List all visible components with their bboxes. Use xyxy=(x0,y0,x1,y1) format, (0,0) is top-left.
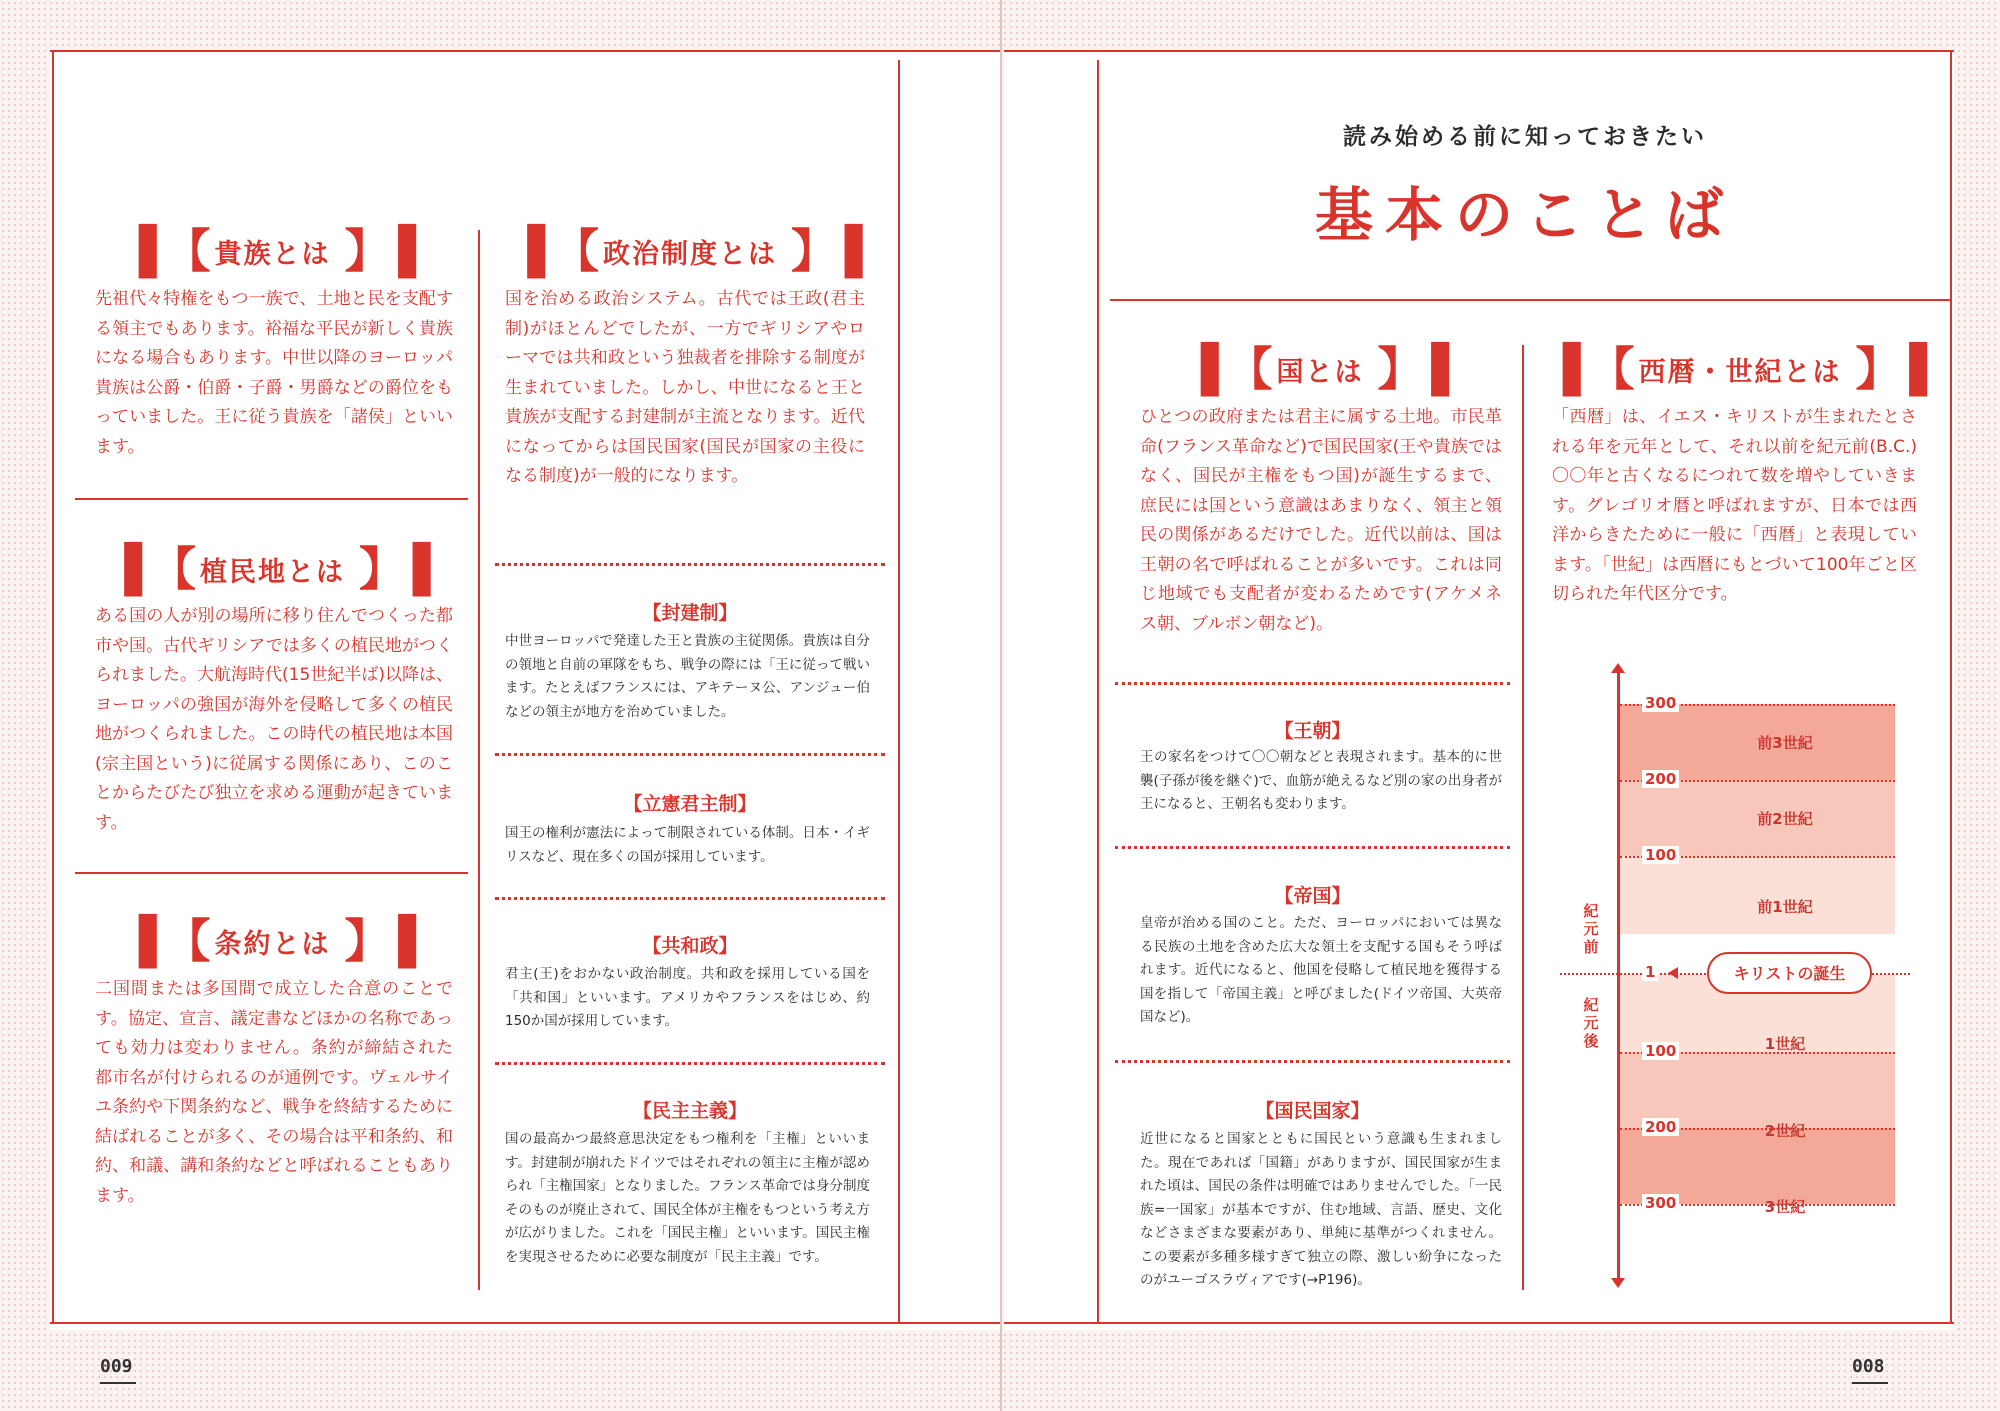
term-divider xyxy=(495,563,885,566)
term-body-constitutional-monarchy: 国王の権利が憲法によって制限されている体制。日本・イギリスなど、現在多くの国が採用しています。 xyxy=(505,825,870,865)
close-bracket: 】▐ xyxy=(1855,342,1917,396)
term-body-feudalism: 中世ヨーロッパで発達した王と貴族の主従関係。貴族は自分の領地と自前の軍隊をもち、戦争の際には「王に従って戦います。たとえばフランスには、アキテーヌ公、アンジュー伯などの領主が地方を治めていました。 xyxy=(505,633,870,720)
section-heading-political-system xyxy=(500,225,880,277)
band-label: 前1世紀 xyxy=(1757,898,1813,916)
open-bracket: ▌【 xyxy=(124,542,186,596)
section-heading-country xyxy=(1130,343,1510,395)
calendar-timeline xyxy=(1560,660,1940,1290)
term-body-dynasty: 王の家名をつけて〇〇朝などと表現されます。基本的に世襲(子孫が後を継ぐ)で、血筋が絶えるなど別の家の出身者が王になると、王朝名も変わります。 xyxy=(1140,749,1502,812)
section-heading-aristocracy xyxy=(95,225,450,277)
term-body-republic: 君主(王)をおかない政治制度。共和政を採用している国を「共和国」といいます。アメリカやフランスをはじめ、約150か国が採用しています。 xyxy=(505,966,870,1029)
page-number-left: 009 xyxy=(100,1356,133,1377)
section-heading-treaty xyxy=(95,915,450,967)
open-bracket: ▌【 xyxy=(139,914,201,968)
left-section-divider-1 xyxy=(75,498,468,500)
section-title: 貴族とは xyxy=(214,238,331,270)
axis-arrow-bottom xyxy=(1611,1278,1625,1288)
birth-arrow xyxy=(1668,967,1678,979)
section-heading-calendar xyxy=(1540,343,1940,395)
left-column-divider xyxy=(478,230,480,1290)
section-body-country: ひとつの政府または君主に属する土地。市民革命(フランス革命など)で国民国家(王や貴族ではなく、国民が主権をもつ国)が誕生するまで、庶民には国という意識はあまりなく、領主と領民の関係があるだけでした。近代以前は、国は王朝の名で呼ばれることが多いです。これは同じ地域でも支配者が変わるためです(アケメネス朝、ブルボン朝など)。 xyxy=(1140,407,1502,634)
term-divider xyxy=(495,897,885,900)
page-number-underline xyxy=(1852,1382,1888,1384)
ad-label: 紀元後 xyxy=(1583,996,1599,1050)
term-divider xyxy=(1115,1060,1510,1063)
right-bottom-rule xyxy=(1004,1322,1954,1324)
right-top-rule xyxy=(1004,50,1954,52)
section-title: 条約とは xyxy=(214,928,331,960)
header-bottom-rule xyxy=(1110,299,1952,301)
left-inner-rule xyxy=(898,60,900,1322)
tick-label: 200 xyxy=(1642,1118,1679,1136)
band-ad2 xyxy=(1620,1052,1895,1128)
open-bracket: ▌【 xyxy=(1201,342,1263,396)
term-body-democracy: 国の最高かつ最終意思決定をもつ権利を「主権」といいます。封建制が崩れたドイツではそれぞれの領主に主権が認められ「主権国家」となりました。フランス革命では身分制度そのものが廃止されて、国民全体が主権をもつという考え方が広がりました。これを「国民主権」といいます。国民主権を実現させるために必要な制度が「民主主義」です。 xyxy=(505,1131,870,1265)
band-label: 2世紀 xyxy=(1764,1122,1806,1140)
open-bracket: ▌【 xyxy=(1563,342,1625,396)
term-divider xyxy=(1115,682,1510,685)
term-body-nation-state: 近世になると国家とともに国民という意識も生まれました。現在であれば「国籍」がありますが、国民国家が生まれた頃は、国民の条件は明確ではありませんでした。「一民族=一国家」が基本ですが、住む地域、言語、歴史、文化などさまざまな要素があり、単純に基準がつくれません。この要素が多種多様すぎて独立の際、激しい紛争になったのがユーゴスラヴィアです(→P196)。 xyxy=(1140,1131,1502,1288)
term-title-feudalism: 【封建制】 xyxy=(642,602,738,624)
right-inner-rule xyxy=(1097,60,1099,1322)
tick-label: 100 xyxy=(1642,846,1679,864)
section-title: 政治制度とは xyxy=(603,238,777,270)
term-title-nation-state: 【国民国家】 xyxy=(1255,1100,1370,1122)
page-number-right: 008 xyxy=(1852,1356,1885,1377)
term-body-empire: 皇帝が治める国のこと。ただ、ヨーロッパにおいては異なる民族の土地を含めた広大な領土を支配する国もそう呼ばれます。近代になると、他国を侵略して植民地を獲得する国を指して「帝国主義」と呼びました(ドイツ帝国、大英帝国など)。 xyxy=(1140,915,1502,1025)
close-bracket: 】▐ xyxy=(344,914,406,968)
tick-label: 100 xyxy=(1642,1042,1679,1060)
term-divider xyxy=(1115,846,1510,849)
band-label: 前3世紀 xyxy=(1757,734,1813,752)
section-body-political-system: 国を治める政治システム。古代では王政(君主制)がほとんどでしたが、一方でギリシアやローマでは共和政という独裁者を排除する制度が生まれていました。しかし、中世になると王と貴族が支配する封建制が主流となります。近代になってからは国民国家(国民が国家の主役になる制度)が一般的になります。 xyxy=(505,289,865,486)
page-title: 基本のことば xyxy=(1314,181,1735,249)
section-body-calendar: 「西暦」は、イエス・キリストが生まれたとされる年を元年として、それ以前を紀元前(B.C.)〇〇年と古くなるにつれて数を増やしていきます。グレゴリオ暦と呼ばれますが、日本では西洋からきたために一般に「西暦」と表現しています。「世紀」は西暦にもとづいて100年ごと区切られた年代区分です。 xyxy=(1552,407,1917,604)
term-divider xyxy=(495,753,885,756)
term-title-republic: 【共和政】 xyxy=(642,935,738,957)
band-label: 1世紀 xyxy=(1764,1035,1806,1053)
section-title: 植民地とは xyxy=(200,556,345,588)
header-box-right-edge xyxy=(1950,60,1952,300)
header-subtitle: 読み始める前に知っておきたい xyxy=(1343,124,1707,150)
bc-label: 紀元前 xyxy=(1583,902,1599,956)
tick-label: 200 xyxy=(1642,770,1679,788)
axis-arrow-top xyxy=(1611,663,1625,673)
section-heading-colony xyxy=(95,543,450,595)
term-title-constitutional-monarchy: 【立憲君主制】 xyxy=(623,793,757,815)
left-outer-rule xyxy=(52,50,54,1322)
page-number-underline xyxy=(100,1382,136,1384)
section-body-colony: ある国の人が別の場所に移り住んでつくった都市や国。古代ギリシアでは多くの植民地がつくられました。大航海時代(15世紀半ば)以降は、ヨーロッパの強国が海外を侵略して多くの植民地がつくられました。この時代の植民地は本国(宗主国という)に従属する関係にあり、このことからたびたび独立を求める運動が起きています。 xyxy=(95,606,453,833)
section-body-aristocracy: 先祖代々特権をもつ一族で、土地と民を支配する領主でもあります。裕福な平民が新しく貴族になる場合もあります。中世以降のヨーロッパ貴族は公爵・伯爵・子爵・男爵などの爵位をもっていました。王に従う貴族を「諸侯」といいます。 xyxy=(95,289,453,457)
birth-pill xyxy=(1707,952,1872,994)
timeline-axis xyxy=(1617,670,1620,1280)
birth-label: キリストの誕生 xyxy=(1733,964,1846,983)
left-top-rule xyxy=(50,50,1000,52)
right-column-divider xyxy=(1522,345,1524,1290)
close-bracket: 】▐ xyxy=(1377,342,1439,396)
open-bracket: ▌【 xyxy=(139,224,201,278)
section-body-treaty: 二国間または多国間で成立した合意のことです。協定、宣言、議定書などほかの名称であっても効力は変わりません。条約が締結された都市名が付けられるのが通例です。ヴェルサイユ条約や下関条約など、戦争を終結するために結ばれることが多く、その場合は平和条約、和約、和議、講和条約などと呼ばれることもあります。 xyxy=(95,979,453,1206)
close-bracket: 】▐ xyxy=(344,224,406,278)
close-bracket: 】▐ xyxy=(791,224,853,278)
term-title-empire: 【帝国】 xyxy=(1274,885,1351,907)
band-label: 3世紀 xyxy=(1764,1198,1806,1216)
band-bc1 xyxy=(1620,856,1895,934)
term-divider xyxy=(495,1062,885,1065)
section-title: 西暦・世紀とは xyxy=(1638,356,1842,388)
tick-label: 300 xyxy=(1642,694,1679,712)
section-title: 国とは xyxy=(1276,356,1364,388)
band-label: 前2世紀 xyxy=(1757,810,1813,828)
close-bracket: 】▐ xyxy=(359,542,421,596)
open-bracket: ▌【 xyxy=(527,224,589,278)
tick-label: 1 xyxy=(1642,963,1658,981)
tick-label: 300 xyxy=(1642,1194,1679,1212)
term-title-dynasty: 【王朝】 xyxy=(1274,720,1351,742)
left-section-divider-2 xyxy=(75,872,468,874)
term-title-democracy: 【民主主義】 xyxy=(632,1100,747,1122)
left-bottom-rule xyxy=(50,1322,1000,1324)
page-gutter xyxy=(1000,0,1002,1411)
